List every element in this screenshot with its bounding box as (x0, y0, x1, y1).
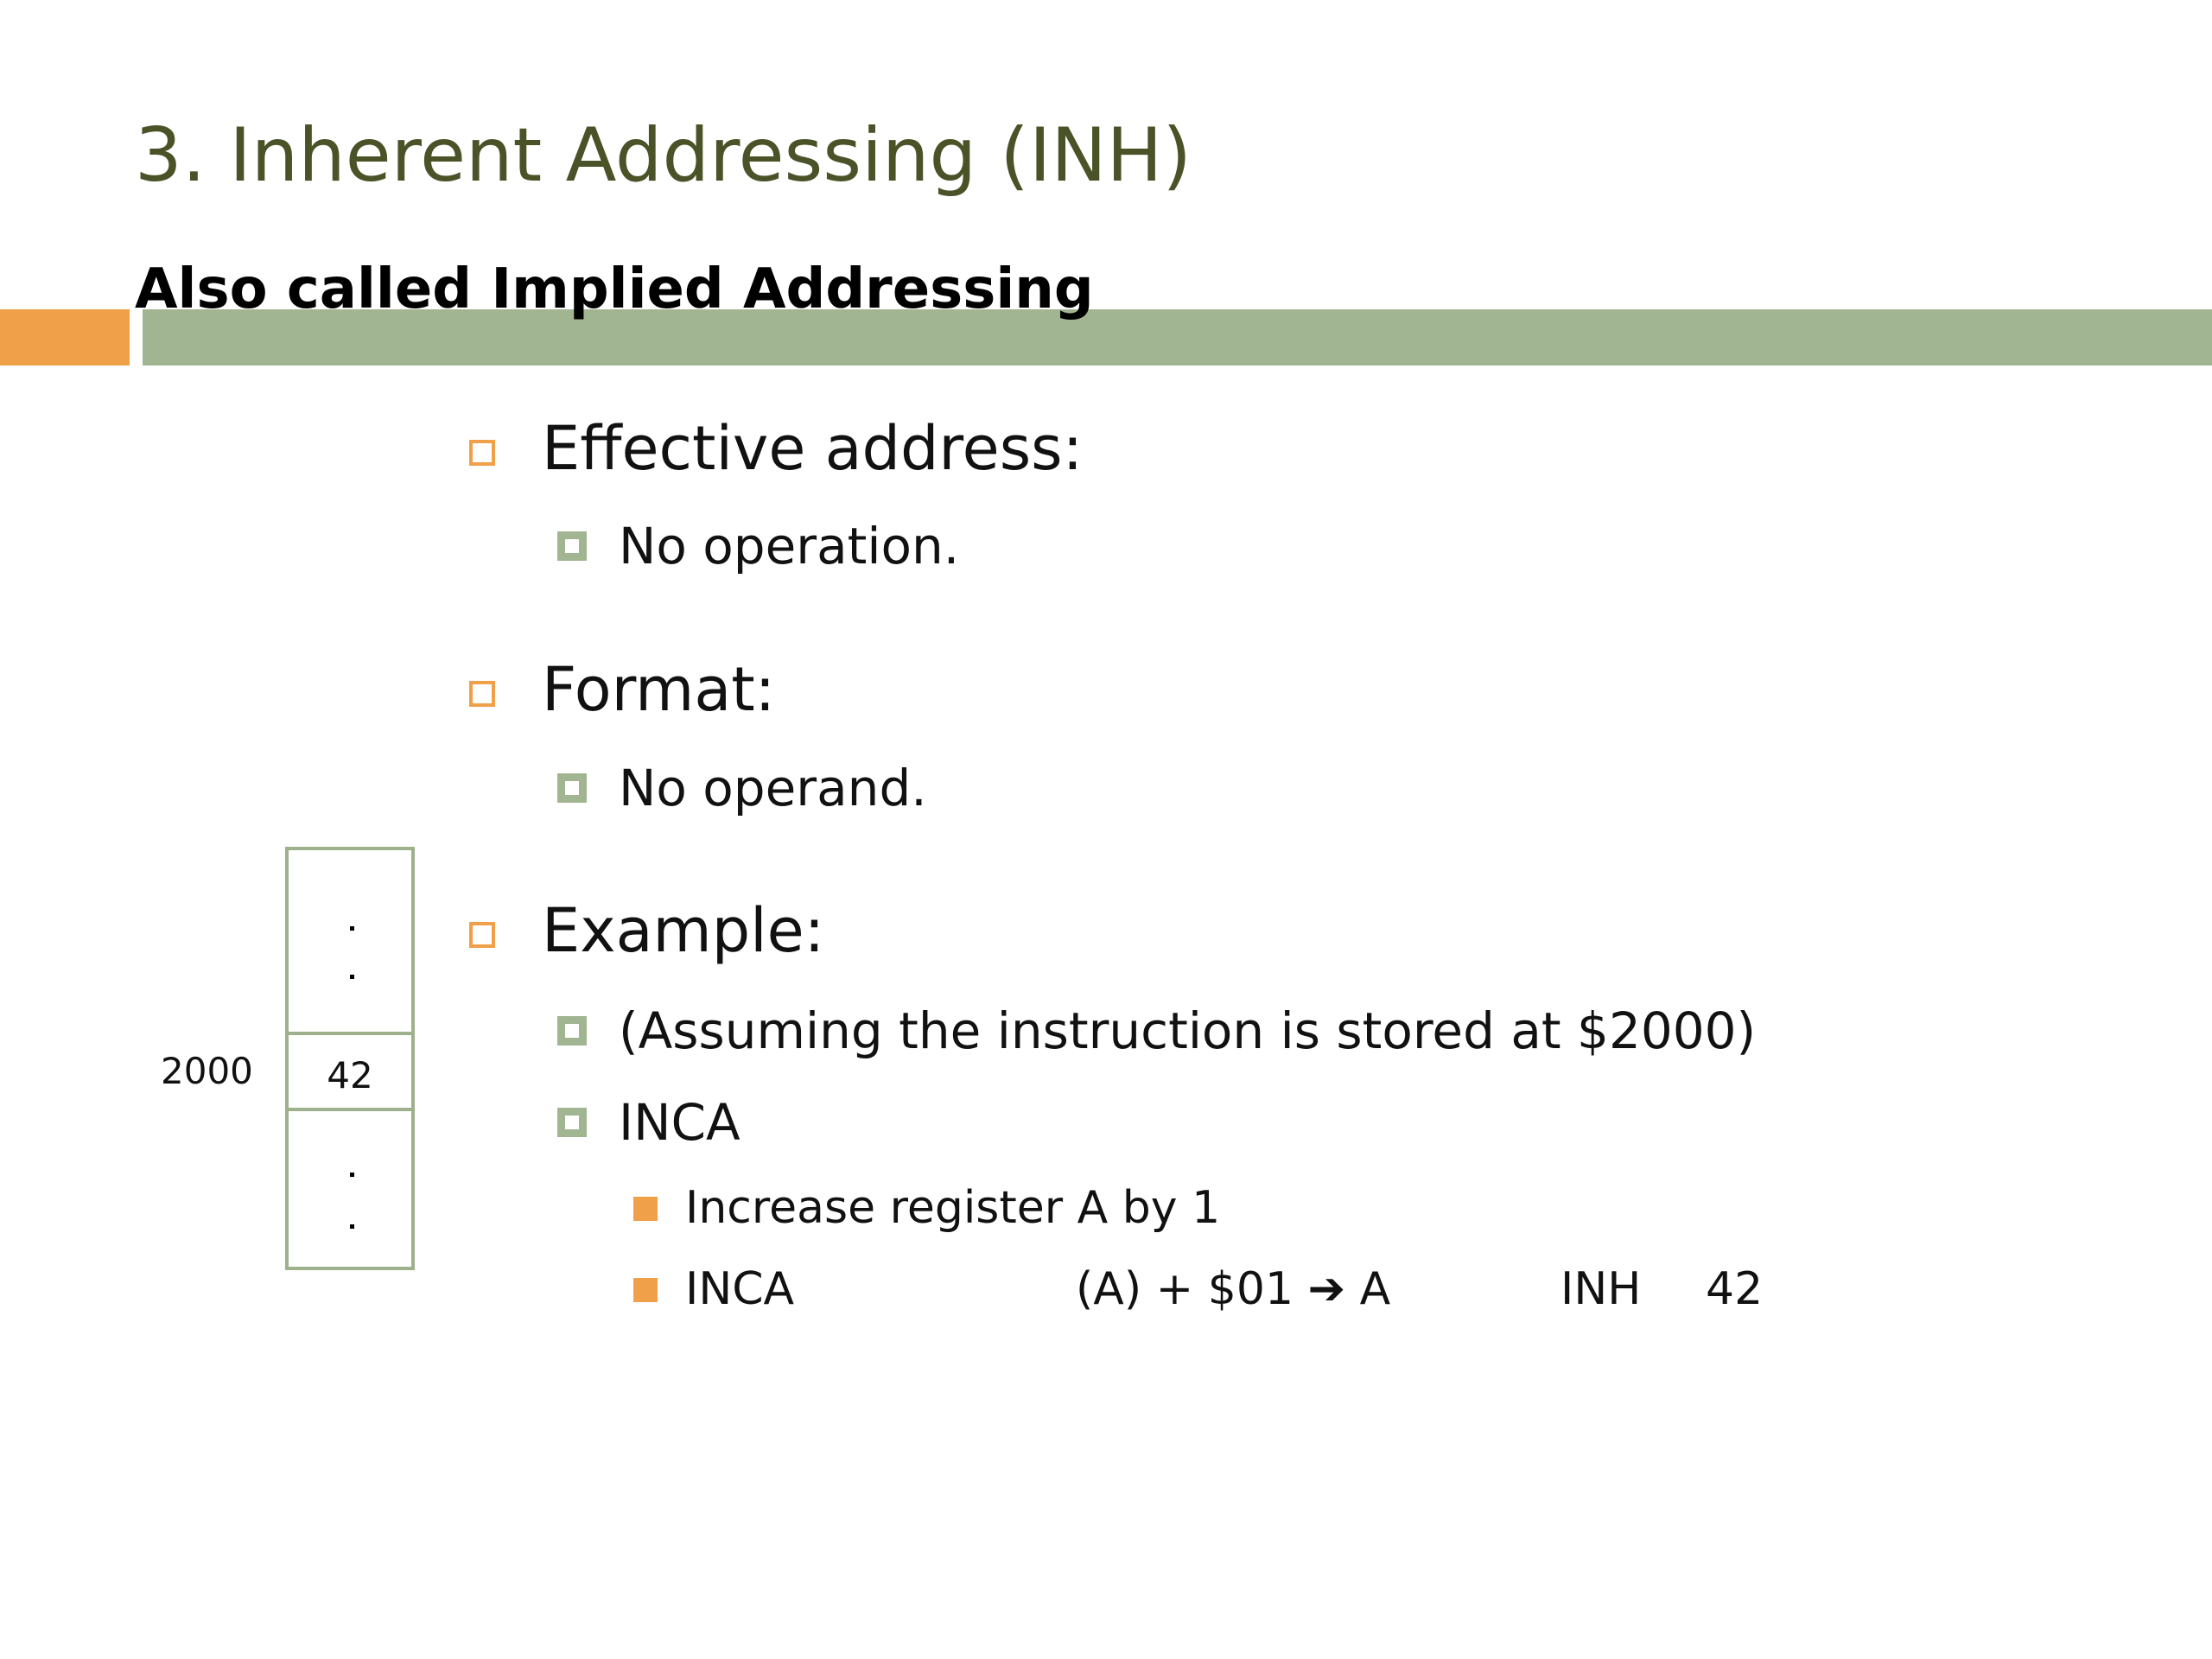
format-item: No operand. (619, 759, 927, 817)
slide-subtitle: Also called Implied Addressing (135, 257, 1094, 321)
bullet-square-outline-icon (469, 440, 495, 466)
effective-address-item: No operation. (619, 517, 960, 575)
inca-opcode: 42 (1706, 1263, 1764, 1315)
inca-description: Increase register A by 1 (685, 1182, 1221, 1234)
bullet-square-outline-icon (469, 922, 495, 948)
memory-address-label: 2000 (161, 1050, 253, 1092)
accent-bar-orange (0, 309, 130, 365)
effective-address-heading: Effective address: (542, 413, 1084, 484)
memory-ellipsis-dot (350, 975, 354, 979)
memory-cell-divider (289, 1032, 411, 1035)
example-item-inca: INCA (619, 1093, 741, 1152)
inca-mnemonic: INCA (685, 1263, 795, 1315)
memory-ellipsis-dot (350, 1224, 354, 1229)
bullet-square-filled-outline-icon (557, 773, 587, 803)
bullet-square-solid-icon (633, 1278, 658, 1302)
memory-cell-divider (289, 1108, 411, 1111)
slide-title: 3. Inherent Addressing (INH) (135, 112, 1192, 199)
bullet-square-filled-outline-icon (557, 1108, 587, 1137)
bullet-square-outline-icon (469, 681, 495, 707)
memory-ellipsis-dot (350, 926, 354, 931)
memory-ellipsis-dot (350, 1173, 354, 1177)
bullet-square-solid-icon (633, 1197, 658, 1221)
bullet-square-filled-outline-icon (557, 1016, 587, 1046)
memory-cell-value: 42 (327, 1054, 373, 1096)
bullet-square-filled-outline-icon (557, 531, 587, 561)
example-item-assumption: (Assuming the instruction is stored at $2000) (619, 1001, 1757, 1060)
memory-diagram (285, 847, 415, 1270)
inca-addressing-mode: INH (1560, 1263, 1642, 1315)
inca-operation: (A) + $01 ➔ A (1076, 1263, 1391, 1315)
format-heading: Format: (542, 654, 776, 725)
example-heading: Example: (542, 895, 825, 966)
